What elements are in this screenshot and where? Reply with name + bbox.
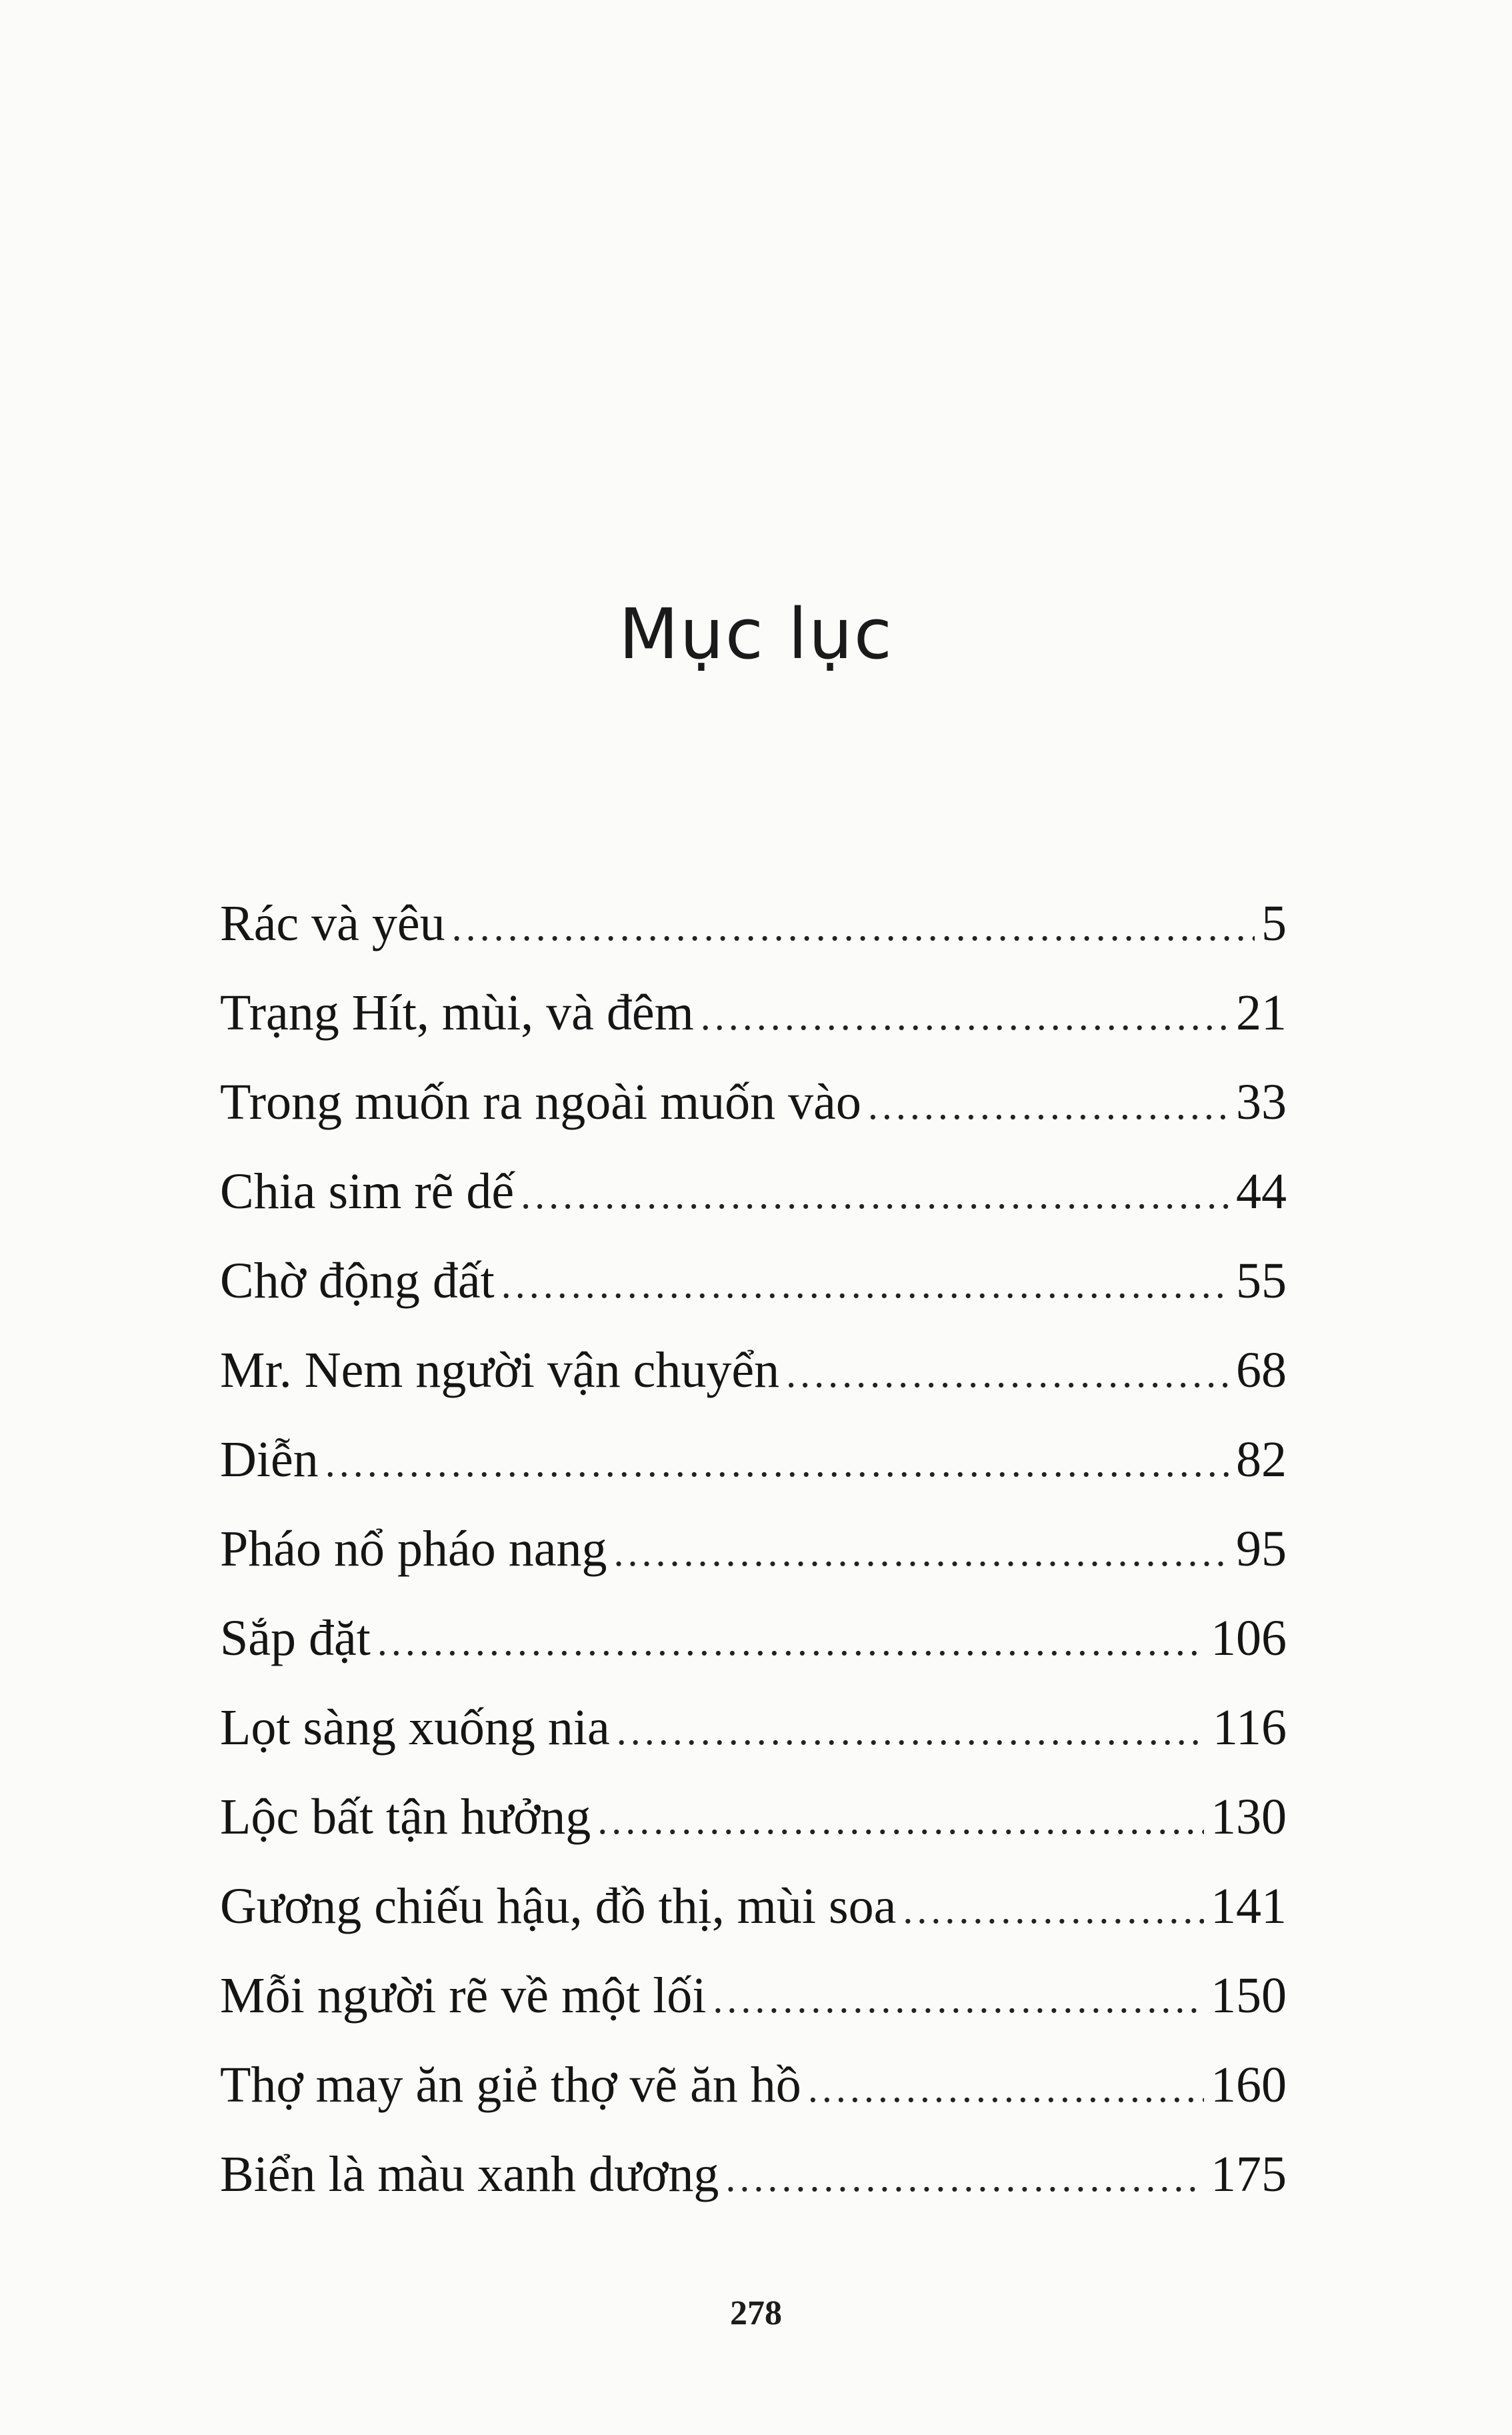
toc-entry[interactable] — [220, 1415, 1287, 1504]
toc-entry-title: Chờ động đất — [220, 1253, 495, 1309]
toc-entry-page: 21 — [1236, 985, 1287, 1041]
toc-entry-title: Diễn — [220, 1432, 319, 1488]
toc-entry-title: Rác và yêu — [220, 895, 445, 951]
toc-dot-leader — [452, 882, 1255, 971]
toc-entry-title: Mỗi người rẽ về một lối — [220, 1968, 707, 2024]
toc-dot-leader — [597, 1776, 1204, 1865]
toc-entry-title: Gương chiếu hậu, đồ thị, mùi soa — [220, 1878, 897, 1934]
toc-entry[interactable] — [220, 2130, 1287, 2219]
toc-entry-title: Lộc bất tận hưởng — [220, 1789, 591, 1845]
toc-entry[interactable] — [220, 2040, 1287, 2130]
toc-dot-leader — [617, 1686, 1206, 1776]
toc-entry-page: 82 — [1236, 1432, 1287, 1488]
toc-entry[interactable] — [220, 1594, 1287, 1683]
table-of-contents — [220, 879, 1287, 2219]
toc-entry[interactable] — [220, 1236, 1287, 1326]
toc-dot-leader — [377, 1597, 1204, 1686]
toc-dot-leader — [501, 1240, 1229, 1329]
toc-entry[interactable] — [220, 1683, 1287, 1772]
toc-entry-page: 150 — [1211, 1968, 1287, 2024]
toc-entry-title: Pháo nổ pháo nang — [220, 1521, 607, 1577]
toc-entry-title: Thợ may ăn giẻ thợ vẽ ăn hồ — [220, 2057, 801, 2113]
toc-entry-title: Biển là màu xanh dương — [220, 2146, 719, 2202]
toc-dot-leader — [808, 2044, 1204, 2133]
toc-entry-title: Sắp đặt — [220, 1610, 371, 1666]
toc-entry[interactable] — [220, 1772, 1287, 1862]
toc-entry-title: Mr. Nem người vận chuyển — [220, 1342, 780, 1398]
toc-entry-page: 141 — [1211, 1878, 1287, 1934]
toc-entry[interactable] — [220, 1951, 1287, 2040]
toc-dot-leader — [613, 1508, 1229, 1597]
toc-entry-page: 116 — [1212, 1700, 1287, 1756]
toc-entry-page: 95 — [1236, 1521, 1287, 1577]
toc-dot-leader — [725, 2133, 1204, 2222]
toc-entry-page: 175 — [1211, 2146, 1287, 2202]
toc-entry-page: 5 — [1261, 895, 1287, 951]
toc-entry-page: 55 — [1236, 1253, 1287, 1309]
page-number: 278 — [730, 2294, 782, 2332]
toc-dot-leader — [521, 1150, 1229, 1240]
toc-dot-leader — [786, 1329, 1229, 1418]
toc-entry-title: Trong muốn ra ngoài muốn vào — [220, 1074, 861, 1130]
toc-entry-page: 33 — [1236, 1074, 1287, 1130]
toc-entry-page: 106 — [1211, 1610, 1287, 1666]
toc-entry[interactable] — [220, 1862, 1287, 1951]
toc-dot-leader — [701, 971, 1229, 1061]
toc-dot-leader — [868, 1061, 1229, 1150]
toc-entry-page: 44 — [1236, 1163, 1287, 1220]
toc-entry-page: 68 — [1236, 1342, 1287, 1398]
toc-entry-title: Chia sim rẽ dế — [220, 1163, 515, 1220]
toc-entry-page: 130 — [1211, 1789, 1287, 1845]
toc-entry[interactable] — [220, 1326, 1287, 1415]
toc-entry-title: Trạng Hít, mùi, và đêm — [220, 985, 694, 1041]
toc-entry[interactable] — [220, 1147, 1287, 1236]
toc-entry[interactable] — [220, 879, 1287, 968]
toc-entry[interactable] — [220, 1057, 1287, 1147]
page-title: Mục lục — [619, 593, 893, 675]
toc-dot-leader — [325, 1418, 1229, 1508]
toc-entry-title: Lọt sàng xuống nia — [220, 1700, 610, 1756]
toc-dot-leader — [713, 1954, 1204, 2044]
toc-entry[interactable] — [220, 1504, 1287, 1594]
toc-entry-page: 160 — [1211, 2057, 1287, 2113]
toc-dot-leader — [903, 1865, 1204, 1954]
toc-entry[interactable] — [220, 968, 1287, 1057]
